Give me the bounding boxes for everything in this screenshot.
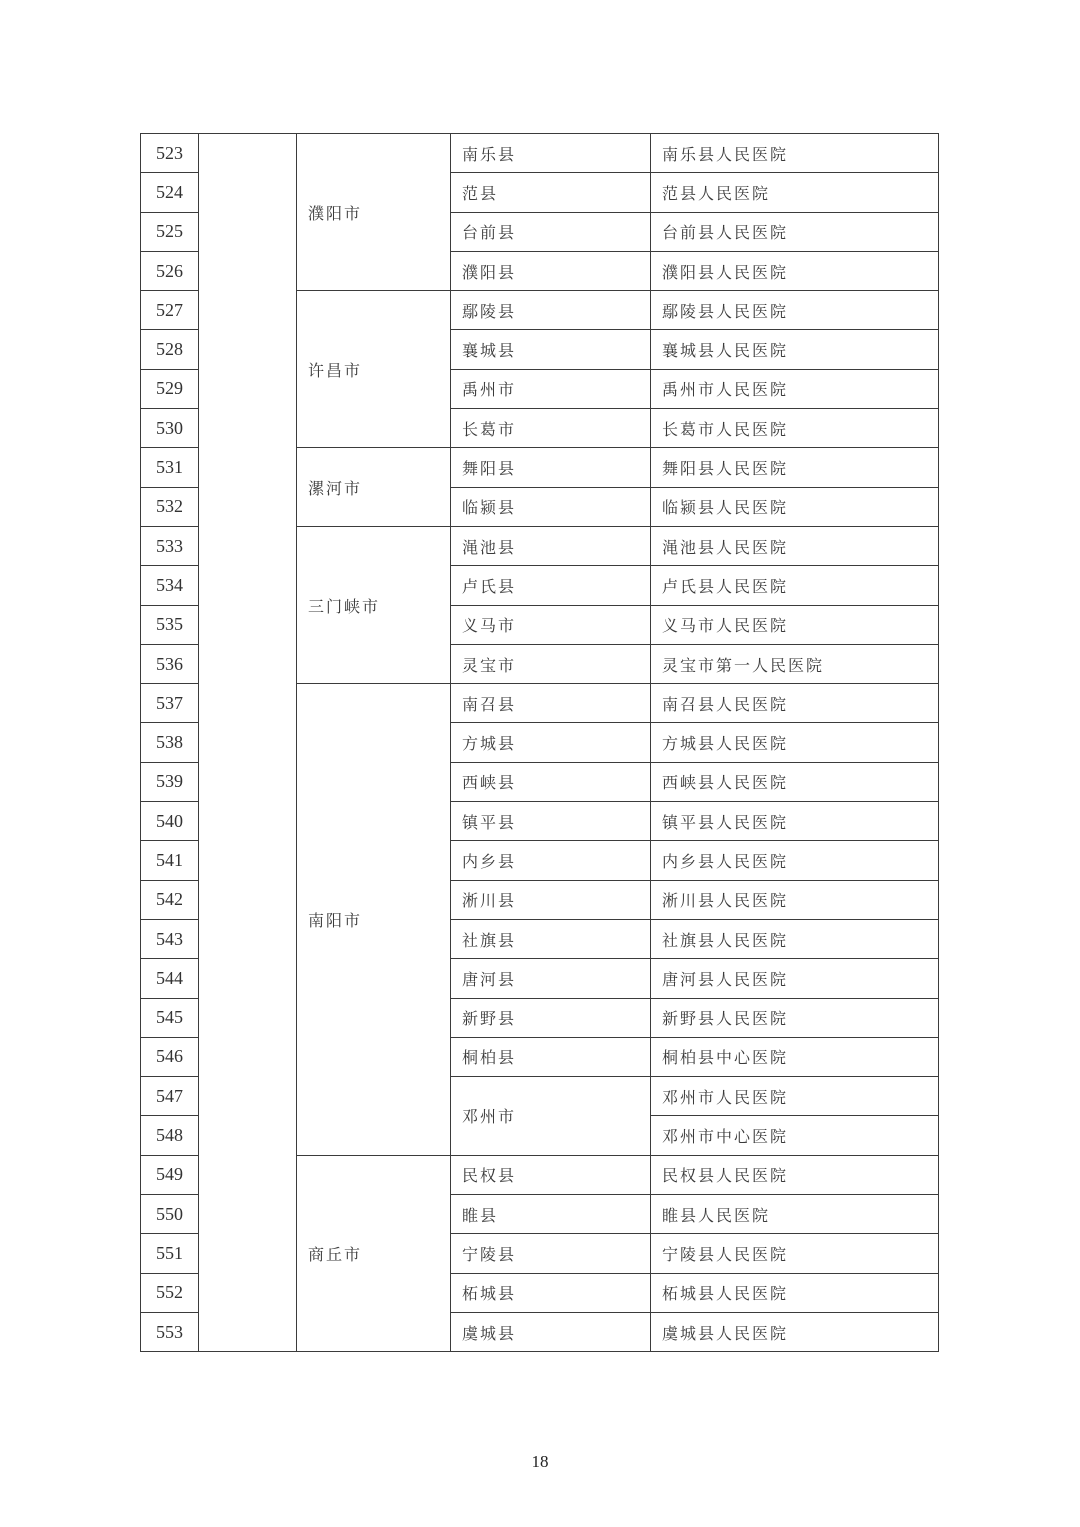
county-cell: 南乐县 bbox=[451, 134, 651, 173]
county-cell: 民权县 bbox=[451, 1155, 651, 1194]
county-cell: 义马市 bbox=[451, 605, 651, 644]
row-number-cell: 548 bbox=[141, 1116, 199, 1155]
city-cell: 许昌市 bbox=[297, 291, 451, 448]
hospital-cell: 宁陵县人民医院 bbox=[651, 1234, 939, 1273]
row-number-cell: 526 bbox=[141, 251, 199, 290]
hospital-cell: 禹州市人民医院 bbox=[651, 369, 939, 408]
county-cell: 桐柏县 bbox=[451, 1037, 651, 1076]
row-number-cell: 540 bbox=[141, 802, 199, 841]
county-cell: 新野县 bbox=[451, 998, 651, 1037]
row-number-cell: 537 bbox=[141, 684, 199, 723]
county-cell: 临颍县 bbox=[451, 487, 651, 526]
hospital-cell: 南召县人民医院 bbox=[651, 684, 939, 723]
row-number-cell: 538 bbox=[141, 723, 199, 762]
city-cell: 商丘市 bbox=[297, 1155, 451, 1351]
row-number-cell: 527 bbox=[141, 291, 199, 330]
county-cell: 柘城县 bbox=[451, 1273, 651, 1312]
city-cell: 漯河市 bbox=[297, 448, 451, 527]
hospital-cell: 虞城县人民医院 bbox=[651, 1312, 939, 1351]
row-number-cell: 543 bbox=[141, 919, 199, 958]
row-number-cell: 534 bbox=[141, 566, 199, 605]
county-cell: 濮阳县 bbox=[451, 251, 651, 290]
hospital-cell: 范县人民医院 bbox=[651, 173, 939, 212]
row-number-cell: 544 bbox=[141, 959, 199, 998]
city-cell: 三门峡市 bbox=[297, 526, 451, 683]
hospital-cell: 民权县人民医院 bbox=[651, 1155, 939, 1194]
row-number-cell: 546 bbox=[141, 1037, 199, 1076]
hospital-cell: 新野县人民医院 bbox=[651, 998, 939, 1037]
row-number-cell: 524 bbox=[141, 173, 199, 212]
county-cell: 淅川县 bbox=[451, 880, 651, 919]
county-cell: 邓州市 bbox=[451, 1077, 651, 1156]
county-cell: 南召县 bbox=[451, 684, 651, 723]
county-cell: 睢县 bbox=[451, 1195, 651, 1234]
table-body bbox=[141, 134, 939, 1352]
row-number-cell: 532 bbox=[141, 487, 199, 526]
hospital-cell: 义马市人民医院 bbox=[651, 605, 939, 644]
hospital-cell: 镇平县人民医院 bbox=[651, 802, 939, 841]
hospital-table bbox=[140, 133, 939, 1352]
page-number: 18 bbox=[531, 1452, 549, 1471]
hospital-cell: 唐河县人民医院 bbox=[651, 959, 939, 998]
row-number-cell: 525 bbox=[141, 212, 199, 251]
county-cell: 社旗县 bbox=[451, 919, 651, 958]
county-cell: 方城县 bbox=[451, 723, 651, 762]
row-number-cell: 552 bbox=[141, 1273, 199, 1312]
hospital-cell: 桐柏县中心医院 bbox=[651, 1037, 939, 1076]
county-cell: 舞阳县 bbox=[451, 448, 651, 487]
county-cell: 西峡县 bbox=[451, 762, 651, 801]
county-cell: 虞城县 bbox=[451, 1312, 651, 1351]
hospital-cell: 内乡县人民医院 bbox=[651, 841, 939, 880]
hospital-cell: 灵宝市第一人民医院 bbox=[651, 644, 939, 683]
row-number-cell: 536 bbox=[141, 644, 199, 683]
row-number-cell: 535 bbox=[141, 605, 199, 644]
hospital-cell: 睢县人民医院 bbox=[651, 1195, 939, 1234]
row-number-cell: 533 bbox=[141, 526, 199, 565]
county-cell: 鄢陵县 bbox=[451, 291, 651, 330]
row-number-cell: 523 bbox=[141, 134, 199, 173]
hospital-cell: 舞阳县人民医院 bbox=[651, 448, 939, 487]
row-number-cell: 551 bbox=[141, 1234, 199, 1273]
row-number-cell: 550 bbox=[141, 1195, 199, 1234]
row-number-cell: 528 bbox=[141, 330, 199, 369]
county-cell: 卢氏县 bbox=[451, 566, 651, 605]
hospital-cell: 卢氏县人民医院 bbox=[651, 566, 939, 605]
row-number-cell: 541 bbox=[141, 841, 199, 880]
hospital-cell: 淅川县人民医院 bbox=[651, 880, 939, 919]
county-cell: 内乡县 bbox=[451, 841, 651, 880]
hospital-cell: 濮阳县人民医院 bbox=[651, 251, 939, 290]
hospital-cell: 南乐县人民医院 bbox=[651, 134, 939, 173]
county-cell: 长葛市 bbox=[451, 409, 651, 448]
city-cell: 南阳市 bbox=[297, 684, 451, 1156]
hospital-cell: 鄢陵县人民医院 bbox=[651, 291, 939, 330]
county-cell: 唐河县 bbox=[451, 959, 651, 998]
row-number-cell: 553 bbox=[141, 1312, 199, 1351]
row-number-cell: 542 bbox=[141, 880, 199, 919]
county-cell: 灵宝市 bbox=[451, 644, 651, 683]
hospital-cell: 社旗县人民医院 bbox=[651, 919, 939, 958]
row-number-cell: 549 bbox=[141, 1155, 199, 1194]
hospital-cell: 方城县人民医院 bbox=[651, 723, 939, 762]
county-cell: 宁陵县 bbox=[451, 1234, 651, 1273]
county-cell: 范县 bbox=[451, 173, 651, 212]
province-cell bbox=[199, 134, 297, 1352]
county-cell: 台前县 bbox=[451, 212, 651, 251]
row-number-cell: 529 bbox=[141, 369, 199, 408]
county-cell: 襄城县 bbox=[451, 330, 651, 369]
hospital-cell: 柘城县人民医院 bbox=[651, 1273, 939, 1312]
county-cell: 渑池县 bbox=[451, 526, 651, 565]
hospital-cell: 邓州市中心医院 bbox=[651, 1116, 939, 1155]
city-cell: 濮阳市 bbox=[297, 134, 451, 291]
row-number-cell: 539 bbox=[141, 762, 199, 801]
row-number-cell: 545 bbox=[141, 998, 199, 1037]
row-number-cell: 547 bbox=[141, 1077, 199, 1116]
row-number-cell: 530 bbox=[141, 409, 199, 448]
hospital-cell: 长葛市人民医院 bbox=[651, 409, 939, 448]
hospital-cell: 西峡县人民医院 bbox=[651, 762, 939, 801]
county-cell: 镇平县 bbox=[451, 802, 651, 841]
hospital-cell: 临颍县人民医院 bbox=[651, 487, 939, 526]
hospital-cell: 襄城县人民医院 bbox=[651, 330, 939, 369]
hospital-cell: 台前县人民医院 bbox=[651, 212, 939, 251]
hospital-cell: 邓州市人民医院 bbox=[651, 1077, 939, 1116]
row-number-cell: 531 bbox=[141, 448, 199, 487]
county-cell: 禹州市 bbox=[451, 369, 651, 408]
hospital-cell: 渑池县人民医院 bbox=[651, 526, 939, 565]
table-row bbox=[141, 134, 939, 173]
